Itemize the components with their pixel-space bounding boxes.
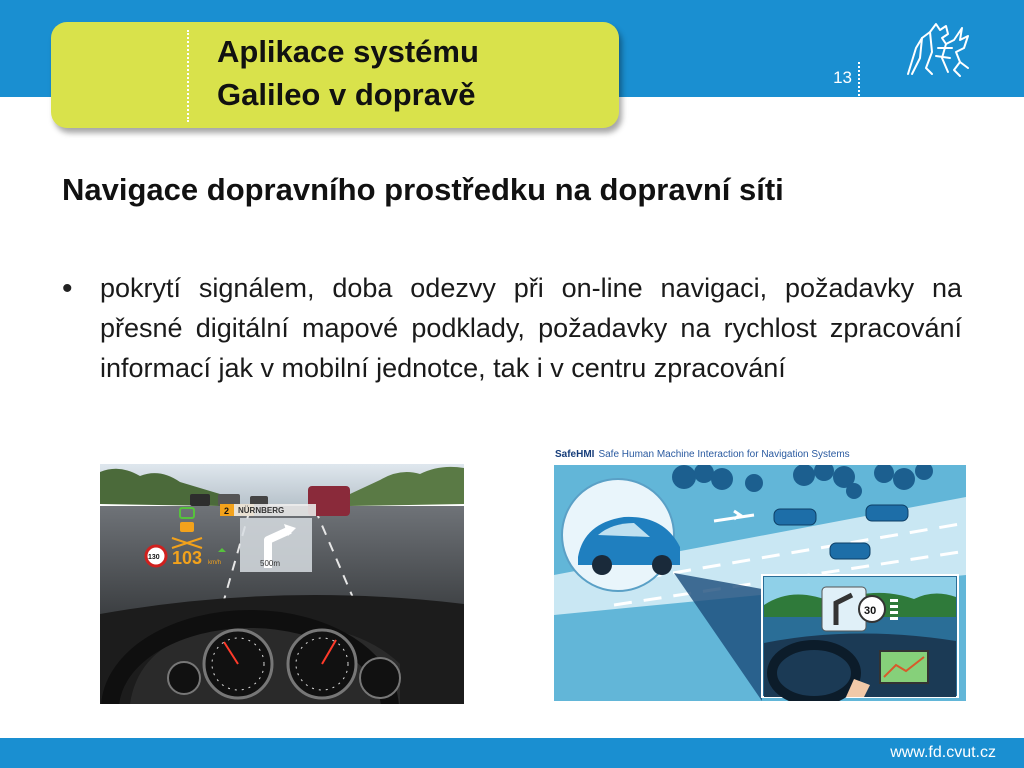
safehmi-display-speed: 30 [864, 605, 877, 617]
slide-title-line1: Aplikace systému [217, 34, 479, 69]
slide-number-divider [858, 62, 860, 96]
safehmi-subtitle: Safe Human Machine Interaction for Navigation Systems [598, 449, 850, 460]
hud-distance: 500m [260, 559, 281, 568]
hud-speed-limit: 130 [148, 554, 160, 561]
slide-title [217, 30, 607, 116]
slide-title-line2: Galileo v dopravě [217, 77, 476, 112]
hud-speed: 103 [172, 548, 203, 568]
hud-destination: NÜRNBERG [238, 506, 285, 515]
cvut-lion-logo-icon [902, 18, 974, 78]
hud-illustration [100, 464, 464, 704]
footer-url[interactable]: www.fd.cvut.cz [890, 744, 996, 761]
safehmi-diagram [554, 465, 966, 701]
safehmi-illustration [554, 465, 966, 701]
bullet-text: pokrytí signálem, doba odezvy při on-line navigaci, požadavky na přesné digitální mapové podklady, požadavky na rychlost zpracování informací jak v mobilní jednotce, tak i v centru zpracování [100, 273, 962, 383]
safehmi-brand: SafeHMI [555, 449, 595, 460]
hud-speed-unit: km/h [208, 560, 222, 566]
title-divider [187, 30, 189, 122]
bullet-icon: • [62, 272, 73, 305]
footer-band [0, 738, 1024, 768]
hud-exit-number: 2 [224, 506, 230, 516]
slide-number: 13 [833, 68, 852, 87]
hud-photo [100, 464, 464, 704]
safehmi-header [555, 449, 975, 460]
content-heading: Navigace dopravního prostředku na dopravní síti [62, 172, 784, 207]
